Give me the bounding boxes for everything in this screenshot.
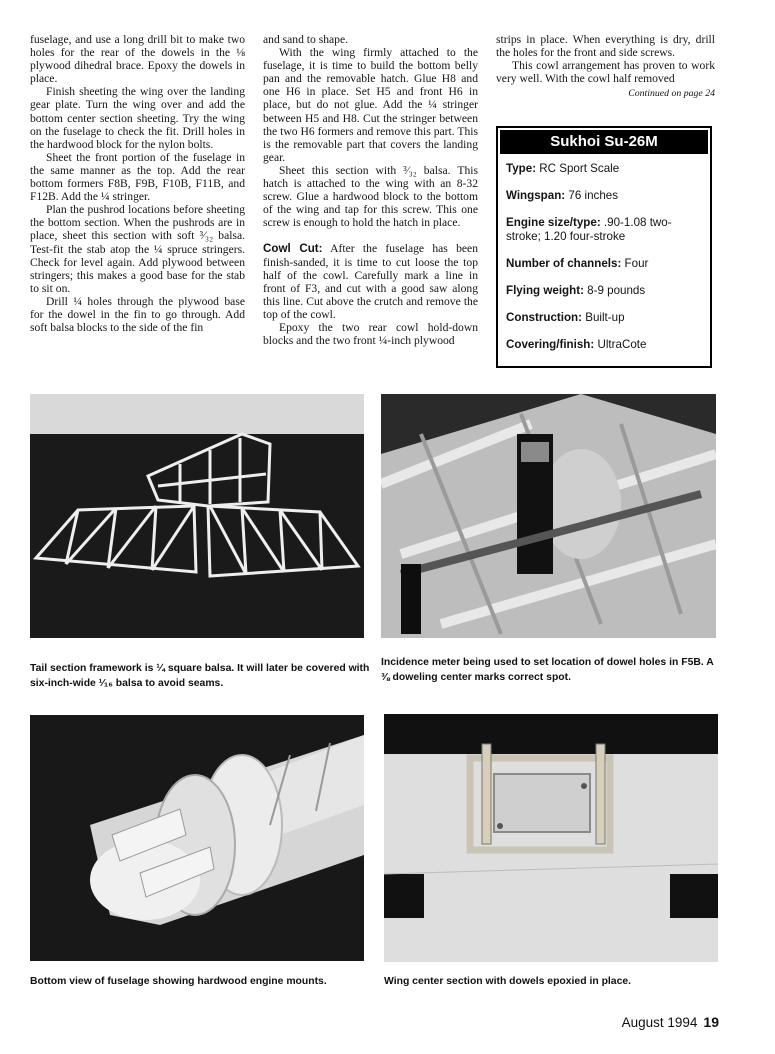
spec-label: Type: [506,162,537,175]
paragraph: strips in place. When everything is dry, drill the holes for the front and side screws. [496,33,715,60]
paragraph: With the wing firmly attached to the fuselage, it is time to build the bottom belly pan and the removable hatch. Glue H8 and one H6 in place. Set H5 and front H6 in place, but do not glue. Add the ¼ stringer between H5 and H8. Cut the stringer between the two H6 formers and remove this part. This is the removable part that covers the landing gear. [263,46,478,164]
paragraph: Drill ¼ holes through the plywood base for the dowel in the fin to go through. Add soft balsa blocks to the side of the fin [30,294,245,335]
paragraph: This cowl arrangement has proven to work very well. With the cowl half removed [496,59,715,86]
text-column-2 [263,33,478,347]
spec-value: 8-9 pounds [583,283,646,297]
continued-link: Continued on page 24 [628,88,715,100]
caption-wing-center: Wing center section with dowels epoxied in place. [384,976,632,987]
spec-label: Covering/finish: [506,337,595,351]
spec-value: .90-1.08 two-stroke; 1.20 four-stroke [506,216,672,243]
spec-label: Construction: [506,310,582,324]
photo-tail-framework [30,394,364,638]
spec-label: Number of channels: [506,256,622,270]
caption-tail-framework: Tail section framework is ¼ square balsa. It will later be covered with six-inch-wide ¹⁄₁₆ balsa to avoid seams. [30,663,370,689]
paragraph: Finish sheeting the wing over the landing gear plate. Turn the wing over and add the bottom center section sheeting. Try the wing on the fuselage to check the fit. Drill holes in the hardwood block for the nylon bolts. [30,85,245,151]
spec-row-channels [506,257,702,271]
paragraph: Epoxy the two rear cowl hold-down blocks and the two front ¼-inch plywood [263,320,478,348]
spec-label: Flying weight: [506,283,584,297]
spec-value: 76 inches [565,189,619,202]
specifications-box [496,126,712,368]
page-footer [622,1014,719,1030]
text-column-1 [30,33,245,334]
spec-label: Engine size/type: [506,216,601,229]
specifications-title: Sukhoi Su-26M [500,130,708,154]
photo-incidence-meter [381,394,716,638]
photo-wing-center-section [384,714,718,962]
paragraph-cowl-cut [263,242,478,321]
paragraph: Sheet this section with ³⁄₃₂ balsa. This hatch is attached to the wing with an 8-32 screw. Glue a hardwood block to the bottom of the wing and tap for this screw. This one screw is enough to hold the hatch in place. [263,163,478,230]
spec-row-engine [506,216,702,243]
spec-value: Four [621,256,649,270]
caption-fuselage-bottom: Bottom view of fuselage showing hardwood engine mounts. [30,976,327,987]
photo-fuselage-bottom [30,715,364,961]
spec-row-type [506,162,702,176]
spec-row-wingspan [506,189,702,203]
spec-row-covering [506,338,702,352]
section-run-in-head: Cowl Cut: [263,242,323,256]
paragraph: Plan the pushrod locations before sheeting the bottom section. When the pushrods are in place, sheet this section with soft ³⁄₃₂ balsa. Test-fit the stab atop the ¼ spruce stringers. Check for level again. Add plywood between stringers; this makes a good base for the stab to sit on. [30,203,245,295]
spec-row-construction [506,311,702,325]
text-column-3 [496,33,715,100]
caption-incidence-meter: Incidence meter being used to set location of dowel holes in F5B. A ⅜ doweling center marks correct spot. [381,657,714,683]
issue-date: August 1994 [621,1015,698,1030]
spec-row-weight [506,284,702,298]
spec-value: UltraCote [594,337,647,351]
spec-label: Wingspan: [506,189,566,202]
spec-value: RC Sport Scale [536,162,620,175]
paragraph: fuselage, and use a long drill bit to make two holes for the rear of the dowels in the ⅛ plywood dihedral brace. Epoxy the dowels in place. [30,33,245,86]
spec-value: Built-up [582,310,625,324]
paragraph: and sand to shape. [263,33,349,46]
paragraph: Sheet the front portion of the fuselage in the same manner as the top. Add the rear bottom formers F8B, F9B, F10B, F11B, and F12B. Add the ¼ stringer. [30,150,245,204]
page-number: 19 [703,1014,719,1030]
paragraph-text: After the fuselage has been finish-sanded, it is time to cut loose the top half of the cowl. Carefully mark a line in front of F3, and cut with a good saw along this line. Cut above the crutch and remove the top of the cowl. [263,242,478,321]
